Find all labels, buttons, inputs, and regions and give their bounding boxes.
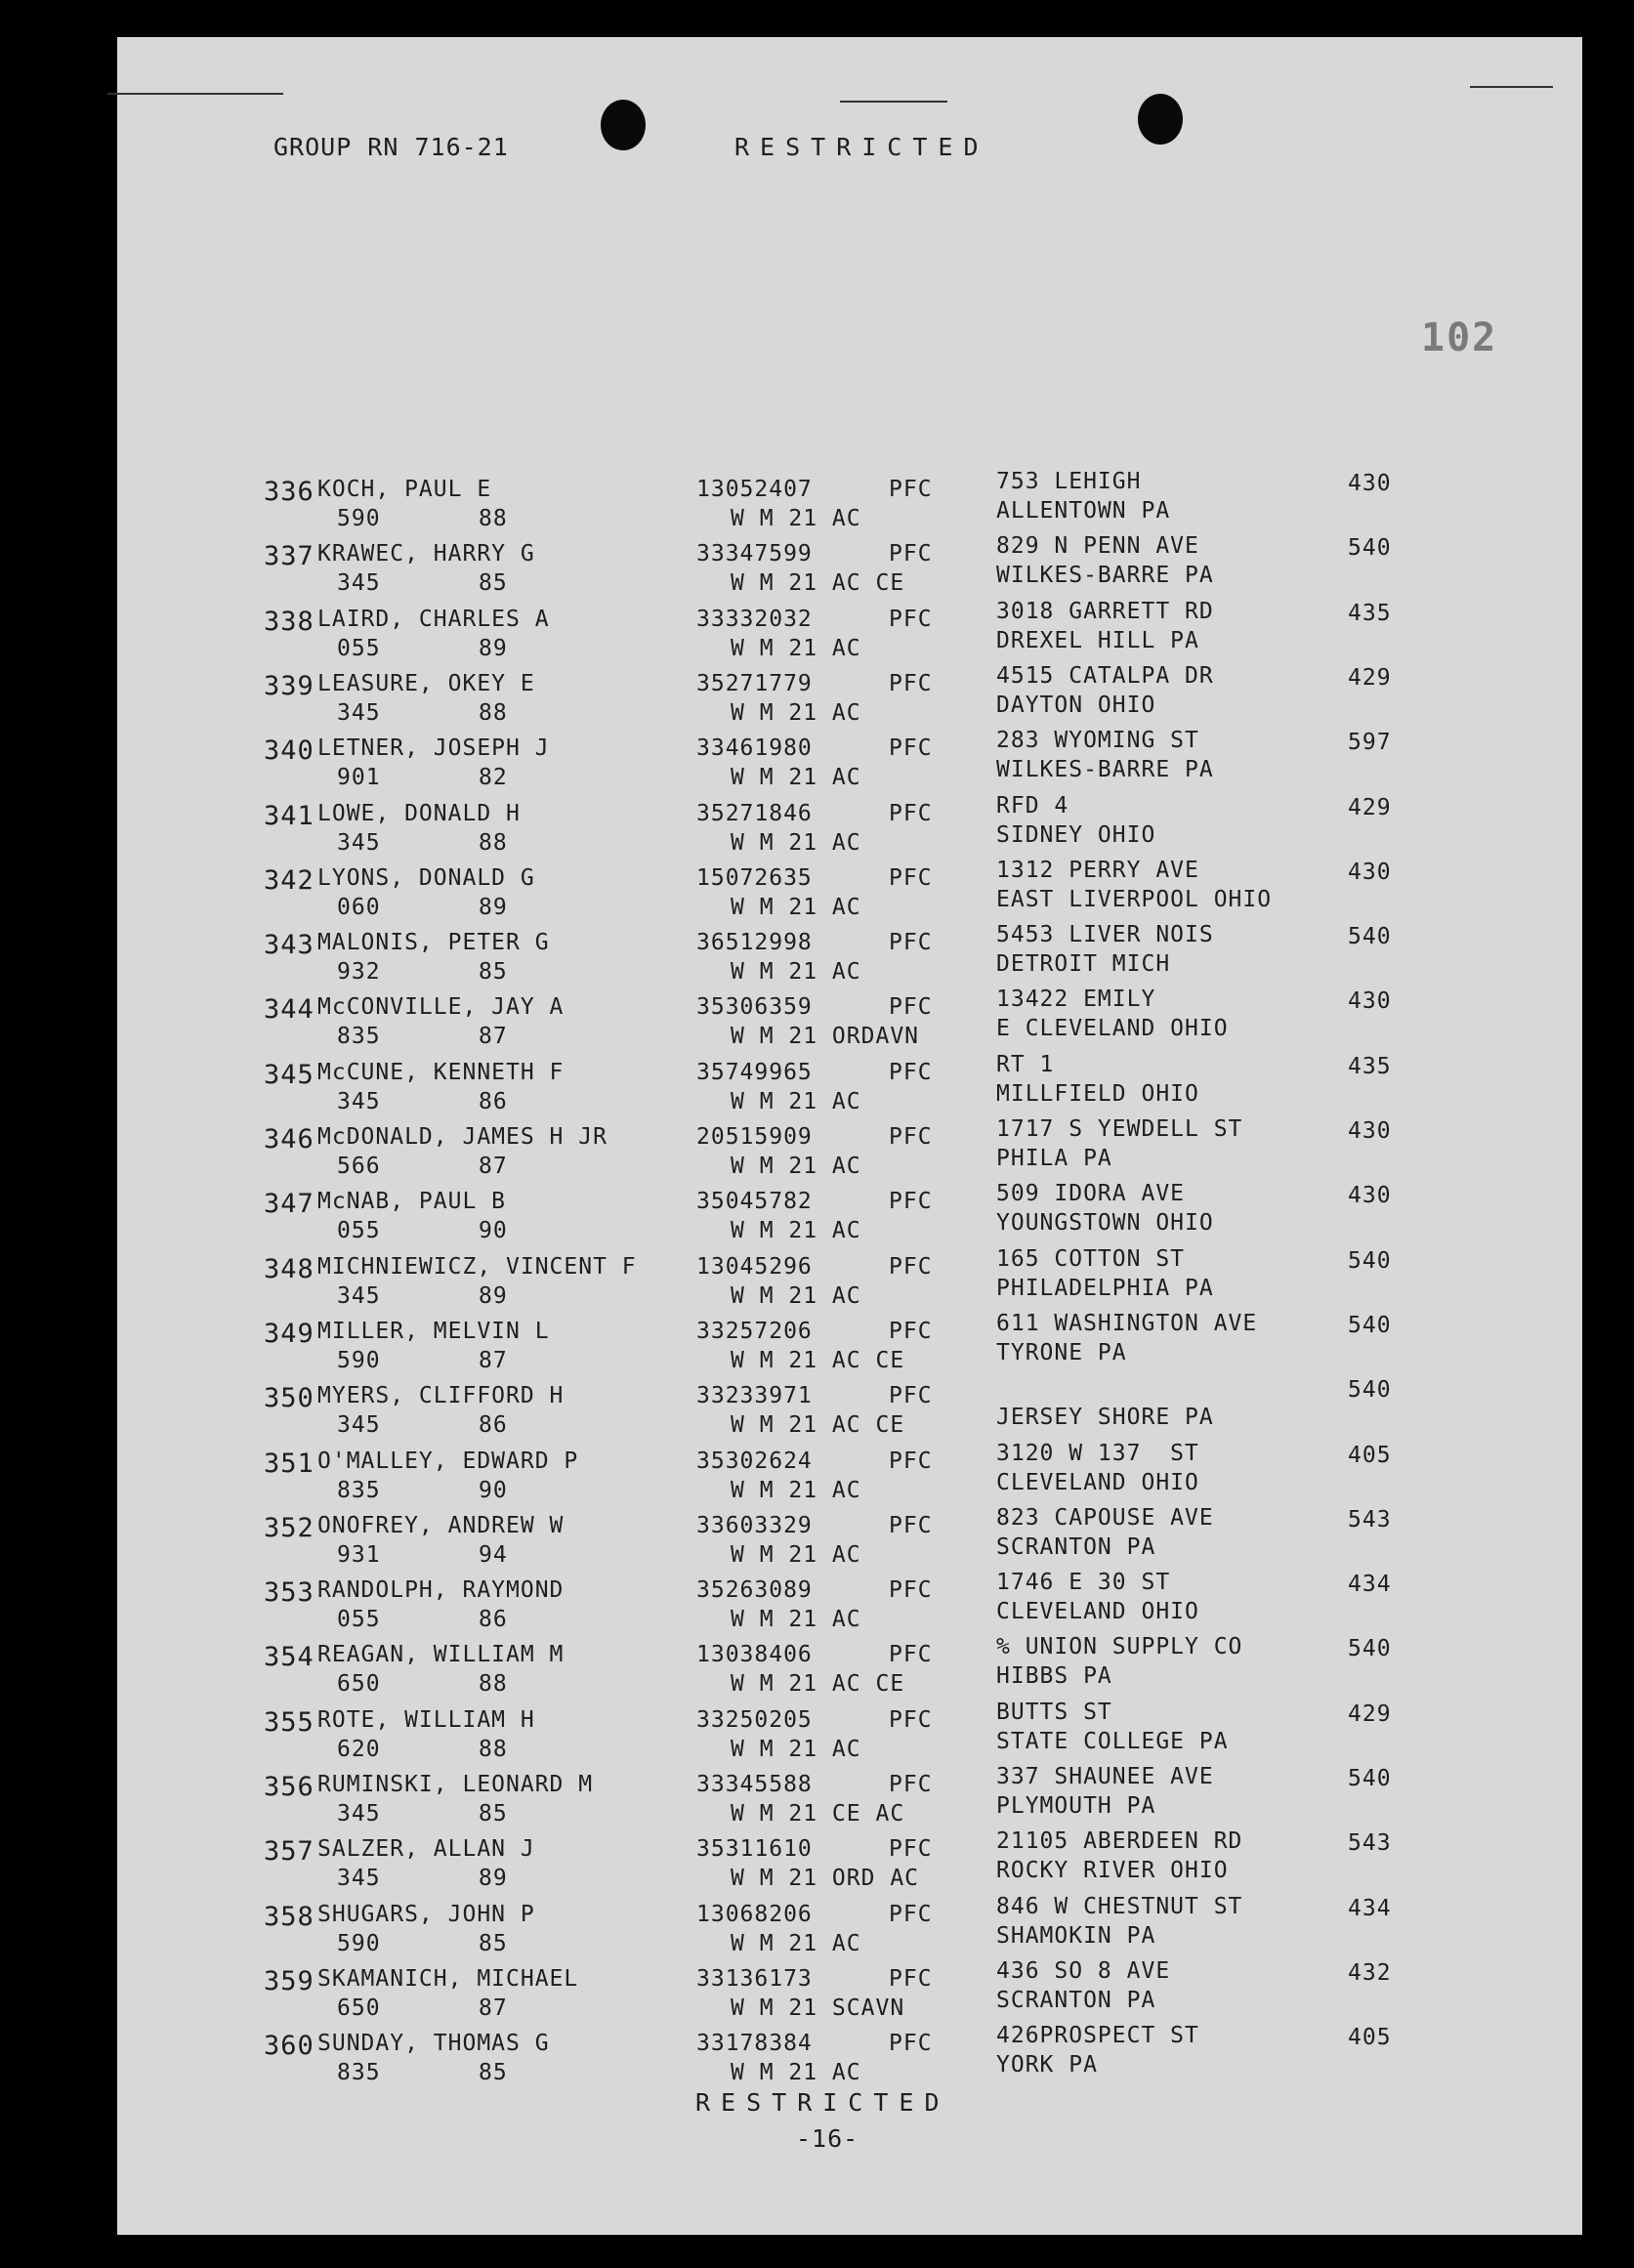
- entry-addr2: DETROIT MICH: [996, 951, 1171, 978]
- entry-code: 434: [1348, 1572, 1392, 1598]
- entry-code: 429: [1348, 664, 1392, 691]
- entry-num: 339: [264, 670, 314, 701]
- entry-addr2: CLEVELAND OHIO: [996, 1599, 1199, 1625]
- entry-rank: PFC: [889, 1253, 933, 1280]
- document-page: [117, 37, 1582, 2235]
- entry-addr1: 829 N PENN AVE: [996, 533, 1199, 560]
- entry-addr2: YOUNGSTOWN OHIO: [996, 1210, 1214, 1237]
- entry-serial: 35271846: [696, 800, 813, 826]
- list-item: [117, 857, 1582, 930]
- entry-num: 352: [264, 1512, 314, 1543]
- entry-addr2: JERSEY SHORE PA: [996, 1405, 1214, 1431]
- entry-serial: 35263089: [696, 1577, 813, 1604]
- entry-unit: W M 21 AC: [731, 699, 861, 726]
- entry-c1: 835: [337, 2060, 381, 2086]
- entry-c2: 87: [479, 1154, 508, 1179]
- entry-name: RANDOLPH, RAYMOND: [317, 1577, 565, 1604]
- entry-c1: 345: [337, 1866, 381, 1892]
- list-item: [117, 1440, 1582, 1513]
- entry-serial: 13045296: [696, 1253, 813, 1280]
- entry-rank: PFC: [889, 2031, 933, 2057]
- entry-serial: 33136173: [696, 1965, 813, 1992]
- entry-name: ONOFREY, ANDREW W: [317, 1512, 565, 1538]
- entry-addr1: 823 CAPOUSE AVE: [996, 1504, 1214, 1531]
- entry-c1: 650: [337, 1671, 381, 1698]
- entry-c1: 650: [337, 1995, 381, 2021]
- list-item: [117, 1051, 1582, 1124]
- entry-addr1: 3120 W 137 ST: [996, 1440, 1199, 1466]
- entry-unit: W M 21 AC: [731, 1088, 861, 1114]
- entry-serial: 33461980: [696, 735, 813, 762]
- entry-c1: 060: [337, 894, 381, 920]
- entry-code: 540: [1348, 1377, 1392, 1404]
- entry-code: 432: [1348, 1959, 1392, 1986]
- entry-name: McDONALD, JAMES H JR: [317, 1124, 608, 1150]
- entry-addr1: 337 SHAUNEE AVE: [996, 1764, 1214, 1789]
- entry-unit: W M 21 AC: [731, 1930, 861, 1956]
- entry-name: SALZER, ALLAN J: [317, 1836, 535, 1863]
- entry-c2: 86: [479, 1412, 508, 1439]
- entry-c2: 89: [479, 894, 508, 920]
- entry-addr2: PHILA PA: [996, 1146, 1112, 1171]
- entry-num: 349: [264, 1318, 314, 1349]
- entry-num: 358: [264, 1901, 314, 1932]
- entry-rank: PFC: [889, 1642, 933, 1668]
- entry-rank: PFC: [889, 1512, 933, 1538]
- entry-num: 348: [264, 1253, 314, 1284]
- entry-rank: PFC: [889, 1059, 933, 1085]
- entry-num: 355: [264, 1706, 314, 1738]
- entry-num: 360: [264, 2031, 314, 2062]
- entry-addr1: 13422 EMILY: [996, 987, 1156, 1013]
- entry-rank: PFC: [889, 1383, 933, 1409]
- entry-num: 354: [264, 1642, 314, 1673]
- entry-addr2: PLYMOUTH PA: [996, 1793, 1156, 1819]
- entry-c2: 85: [479, 570, 508, 597]
- entry-num: 356: [264, 1772, 314, 1802]
- list-item: [117, 1116, 1582, 1189]
- entry-unit: W M 21 AC: [731, 506, 861, 531]
- list-item: [117, 987, 1582, 1059]
- entry-name: ROTE, WILLIAM H: [317, 1706, 535, 1733]
- entry-addr2: SCRANTON PA: [996, 1987, 1156, 2013]
- entry-num: 337: [264, 541, 314, 572]
- entry-c2: 94: [479, 1541, 508, 1568]
- entry-unit: W M 21 ORD AC: [731, 1866, 920, 1892]
- entry-addr1: 436 SO 8 AVE: [996, 1957, 1171, 1984]
- entry-c1: 590: [337, 1930, 381, 1956]
- entry-c2: 86: [479, 1088, 508, 1114]
- entry-unit: W M 21 AC: [731, 635, 861, 661]
- entry-num: 336: [264, 477, 314, 507]
- entry-code: 597: [1348, 730, 1392, 756]
- entry-code: 543: [1348, 1830, 1392, 1857]
- entry-unit: W M 21 AC: [731, 1736, 861, 1762]
- entry-unit: W M 21 AC: [731, 1282, 861, 1309]
- entry-addr2: SIDNEY OHIO: [996, 821, 1156, 848]
- entry-addr2: ALLENTOWN PA: [996, 498, 1171, 524]
- entry-rank: PFC: [889, 1577, 933, 1604]
- list-item: [117, 1764, 1582, 1836]
- entry-addr2: SCRANTON PA: [996, 1533, 1156, 1560]
- entry-c1: 932: [337, 959, 381, 986]
- list-item: [117, 662, 1582, 735]
- entry-code: 430: [1348, 1183, 1392, 1209]
- entry-name: McNAB, PAUL B: [317, 1189, 507, 1215]
- entry-c2: 88: [479, 1671, 508, 1698]
- entry-code: 429: [1348, 1701, 1392, 1727]
- entry-c2: 88: [479, 699, 508, 726]
- entry-code: 540: [1348, 1247, 1392, 1274]
- entry-rank: PFC: [889, 864, 933, 891]
- entry-c2: 88: [479, 1736, 508, 1762]
- entry-rank: PFC: [889, 477, 933, 502]
- entry-addr1: 611 WASHINGTON AVE: [996, 1310, 1258, 1336]
- entry-c1: 901: [337, 765, 381, 791]
- entry-code: 434: [1348, 1895, 1392, 1921]
- entry-unit: W M 21 AC: [731, 1541, 861, 1568]
- entry-c1: 566: [337, 1154, 381, 1179]
- entry-c1: 345: [337, 1801, 381, 1827]
- entry-addr2: ROCKY RIVER OHIO: [996, 1858, 1229, 1884]
- entry-c1: 345: [337, 570, 381, 597]
- entry-addr1: 5453 LIVER NOIS: [996, 922, 1214, 948]
- entry-c2: 90: [479, 1218, 508, 1244]
- entry-addr2: EAST LIVERPOOL OHIO: [996, 886, 1273, 912]
- entry-code: 540: [1348, 1312, 1392, 1338]
- entry-name: LOWE, DONALD H: [317, 800, 521, 826]
- entry-addr2: WILKES-BARRE PA: [996, 757, 1214, 783]
- entry-rank: PFC: [889, 1189, 933, 1215]
- entry-unit: W M 21 CE AC: [731, 1801, 905, 1827]
- entry-code: 543: [1348, 1506, 1392, 1533]
- entry-c2: 85: [479, 2060, 508, 2086]
- entry-unit: W M 21 AC: [731, 1154, 861, 1179]
- punch-hole-left: [601, 100, 646, 150]
- entry-c2: 86: [479, 1607, 508, 1633]
- footer-page-number: -16-: [796, 2124, 859, 2153]
- entry-c1: 055: [337, 1218, 381, 1244]
- list-item: [117, 533, 1582, 606]
- entry-addr1: 3018 GARRETT RD: [996, 598, 1214, 624]
- entry-name: SKAMANICH, MICHAEL: [317, 1965, 579, 1992]
- entry-num: 341: [264, 800, 314, 831]
- entry-serial: 35271779: [696, 670, 813, 696]
- entry-unit: W M 21 AC CE: [731, 1412, 905, 1439]
- entry-serial: 13038406: [696, 1642, 813, 1668]
- entry-rank: PFC: [889, 670, 933, 696]
- entry-serial: 35749965: [696, 1059, 813, 1085]
- entry-addr1: 21105 ABERDEEN RD: [996, 1828, 1243, 1855]
- entry-addr1: 753 LEHIGH: [996, 469, 1142, 494]
- entry-rank: PFC: [889, 1772, 933, 1797]
- entry-c2: 87: [479, 1347, 508, 1373]
- entry-c1: 345: [337, 1088, 381, 1114]
- page-number: 102: [1421, 315, 1498, 360]
- entry-unit: W M 21 AC: [731, 894, 861, 920]
- list-item: [117, 598, 1582, 671]
- entry-name: LEASURE, OKEY E: [317, 670, 535, 696]
- entry-rank: PFC: [889, 1124, 933, 1150]
- entry-serial: 33345588: [696, 1772, 813, 1797]
- entry-c2: 90: [479, 1477, 508, 1503]
- entry-serial: 35045782: [696, 1189, 813, 1215]
- list-item: [117, 1957, 1582, 2031]
- entry-addr1: 1746 E 30 ST: [996, 1570, 1171, 1596]
- entry-rank: PFC: [889, 930, 933, 956]
- entry-serial: 13068206: [696, 1901, 813, 1927]
- entry-addr1: 1312 PERRY AVE: [996, 857, 1199, 883]
- entry-c2: 82: [479, 765, 508, 791]
- entry-serial: 33233971: [696, 1383, 813, 1409]
- entry-serial: 15072635: [696, 864, 813, 891]
- entry-rank: PFC: [889, 800, 933, 826]
- entry-code: 435: [1348, 600, 1392, 626]
- entry-name: KOCH, PAUL E: [317, 477, 492, 502]
- entry-code: 429: [1348, 794, 1392, 820]
- list-item: [117, 1245, 1582, 1319]
- entry-addr1: 509 IDORA AVE: [996, 1181, 1186, 1207]
- entry-addr2: MILLFIELD OHIO: [996, 1080, 1199, 1107]
- entry-code: 435: [1348, 1053, 1392, 1079]
- entry-rank: PFC: [889, 1448, 933, 1474]
- list-item: [117, 792, 1582, 865]
- entry-num: 345: [264, 1059, 314, 1090]
- entry-c2: 89: [479, 635, 508, 661]
- entry-code: 430: [1348, 859, 1392, 885]
- entry-code: 430: [1348, 1118, 1392, 1144]
- entry-rank: PFC: [889, 1318, 933, 1344]
- entry-c1: 931: [337, 1541, 381, 1568]
- entry-unit: W M 21 SCAVN: [731, 1995, 905, 2021]
- entry-code: 405: [1348, 2025, 1392, 2051]
- list-item: [117, 1828, 1582, 1901]
- entry-addr2: WILKES-BARRE PA: [996, 563, 1214, 589]
- entry-serial: 33347599: [696, 541, 813, 567]
- entry-code: 540: [1348, 924, 1392, 950]
- entry-rank: PFC: [889, 1901, 933, 1927]
- entry-c2: 85: [479, 1801, 508, 1827]
- entry-serial: 35302624: [696, 1448, 813, 1474]
- list-item: [117, 1181, 1582, 1253]
- entry-code: 540: [1348, 535, 1392, 562]
- entry-unit: W M 21 AC: [731, 829, 861, 856]
- entry-code: 430: [1348, 988, 1392, 1015]
- list-item: [117, 728, 1582, 800]
- entry-unit: W M 21 AC CE: [731, 1671, 905, 1698]
- list-item: [117, 1634, 1582, 1706]
- entry-name: SHUGARS, JOHN P: [317, 1901, 535, 1927]
- entry-name: KRAWEC, HARRY G: [317, 541, 535, 567]
- entry-serial: 33603329: [696, 1512, 813, 1538]
- entry-c2: 85: [479, 1930, 508, 1956]
- entry-addr1: 1717 S YEWDELL ST: [996, 1116, 1243, 1142]
- entry-addr2: TYRONE PA: [996, 1339, 1127, 1365]
- entry-num: 351: [264, 1448, 314, 1479]
- pen-mark: [840, 101, 947, 103]
- entry-unit: W M 21 ORDAVN: [731, 1024, 920, 1050]
- entry-serial: 35311610: [696, 1836, 813, 1863]
- entry-rank: PFC: [889, 994, 933, 1021]
- entry-num: 359: [264, 1965, 314, 1996]
- entry-num: 343: [264, 930, 314, 961]
- pen-mark: [1470, 86, 1553, 88]
- entry-serial: 33250205: [696, 1706, 813, 1733]
- list-item: [117, 469, 1582, 541]
- entry-rank: PFC: [889, 606, 933, 632]
- entry-c1: 055: [337, 1607, 381, 1633]
- entry-name: RUMINSKI, LEONARD M: [317, 1772, 594, 1797]
- entry-serial: 20515909: [696, 1124, 813, 1150]
- entry-serial: 13052407: [696, 477, 813, 502]
- entry-c2: 88: [479, 506, 508, 531]
- list-item: [117, 1377, 1582, 1448]
- entry-code: 540: [1348, 1766, 1392, 1791]
- entry-serial: 36512998: [696, 930, 813, 956]
- entry-rank: PFC: [889, 1836, 933, 1863]
- entry-addr2: DREXEL HILL PA: [996, 627, 1199, 653]
- entry-addr1: 846 W CHESTNUT ST: [996, 1893, 1243, 1919]
- entry-addr1: 165 COTTON ST: [996, 1245, 1186, 1272]
- entry-c2: 87: [479, 1024, 508, 1050]
- entry-c1: 345: [337, 1412, 381, 1439]
- entry-name: LYONS, DONALD G: [317, 864, 535, 891]
- entry-rank: PFC: [889, 735, 933, 762]
- list-item: [117, 1893, 1582, 1966]
- entry-addr2: STATE COLLEGE PA: [996, 1728, 1229, 1754]
- entry-name: O'MALLEY, EDWARD P: [317, 1448, 579, 1474]
- entry-num: 338: [264, 606, 314, 637]
- entry-c2: 89: [479, 1866, 508, 1892]
- entry-c1: 590: [337, 1347, 381, 1373]
- entry-code: 430: [1348, 471, 1392, 496]
- entry-rank: PFC: [889, 1706, 933, 1733]
- entry-name: MICHNIEWICZ, VINCENT F: [317, 1253, 637, 1280]
- entry-code: 540: [1348, 1636, 1392, 1662]
- entry-addr2: YORK PA: [996, 2052, 1098, 2079]
- list-item: [117, 1504, 1582, 1577]
- entry-serial: 33257206: [696, 1318, 813, 1344]
- list-item: [117, 1699, 1582, 1772]
- entry-name: MYERS, CLIFFORD H: [317, 1383, 565, 1409]
- list-item: [117, 1570, 1582, 1642]
- entry-name: McCUNE, KENNETH F: [317, 1059, 565, 1085]
- entry-c1: 835: [337, 1477, 381, 1503]
- group-label: GROUP RN 716-21: [273, 133, 509, 161]
- entry-unit: W M 21 AC: [731, 2060, 861, 2086]
- entry-name: LAIRD, CHARLES A: [317, 606, 550, 632]
- entry-addr2: E CLEVELAND OHIO: [996, 1016, 1229, 1042]
- entry-name: REAGAN, WILLIAM M: [317, 1642, 565, 1668]
- entry-c2: 88: [479, 829, 508, 856]
- entry-c1: 345: [337, 699, 381, 726]
- entry-c1: 345: [337, 1282, 381, 1309]
- entry-num: 353: [264, 1577, 314, 1609]
- entry-c1: 345: [337, 829, 381, 856]
- entry-num: 344: [264, 994, 314, 1026]
- entry-serial: 33332032: [696, 606, 813, 632]
- punch-hole-right: [1138, 94, 1183, 145]
- entry-addr1: 283 WYOMING ST: [996, 728, 1199, 754]
- entry-serial: 35306359: [696, 994, 813, 1021]
- entry-num: 346: [264, 1124, 314, 1155]
- entry-addr1: 426PROSPECT ST: [996, 2023, 1199, 2049]
- entry-addr1: % UNION SUPPLY CO: [996, 1634, 1243, 1660]
- entry-c2: 89: [479, 1282, 508, 1309]
- entry-addr2: DAYTON OHIO: [996, 692, 1156, 718]
- entry-code: 405: [1348, 1442, 1392, 1468]
- entry-serial: 33178384: [696, 2031, 813, 2057]
- entry-num: 347: [264, 1189, 314, 1220]
- entry-addr2: PHILADELPHIA PA: [996, 1275, 1214, 1301]
- entry-unit: W M 21 AC: [731, 1477, 861, 1503]
- entry-name: MALONIS, PETER G: [317, 930, 550, 956]
- restricted-header: RESTRICTED: [734, 133, 989, 161]
- entry-addr1: BUTTS ST: [996, 1699, 1112, 1725]
- entry-name: McCONVILLE, JAY A: [317, 994, 565, 1021]
- entry-num: 350: [264, 1383, 314, 1414]
- entry-addr2: HIBBS PA: [996, 1663, 1112, 1690]
- list-item: [117, 1310, 1582, 1383]
- entry-name: MILLER, MELVIN L: [317, 1318, 550, 1344]
- entry-unit: W M 21 AC: [731, 1218, 861, 1244]
- entry-num: 342: [264, 864, 314, 896]
- entry-rank: PFC: [889, 541, 933, 567]
- entry-name: LETNER, JOSEPH J: [317, 735, 550, 762]
- entry-unit: W M 21 AC: [731, 765, 861, 791]
- entry-num: 357: [264, 1836, 314, 1868]
- entry-num: 340: [264, 735, 314, 767]
- entry-c1: 620: [337, 1736, 381, 1762]
- entry-addr1: RT 1: [996, 1051, 1055, 1077]
- entry-c1: 590: [337, 506, 381, 531]
- entry-rank: PFC: [889, 1965, 933, 1992]
- entry-addr2: SHAMOKIN PA: [996, 1922, 1156, 1949]
- entry-c1: 055: [337, 635, 381, 661]
- entry-unit: W M 21 AC: [731, 959, 861, 986]
- entry-unit: W M 21 AC CE: [731, 1347, 905, 1373]
- entry-addr1: 4515 CATALPA DR: [996, 662, 1214, 689]
- entry-c1: 835: [337, 1024, 381, 1050]
- entry-addr2: CLEVELAND OHIO: [996, 1469, 1199, 1495]
- entry-unit: W M 21 AC CE: [731, 570, 905, 597]
- entry-unit: W M 21 AC: [731, 1607, 861, 1633]
- list-item: [117, 2023, 1582, 2095]
- entry-name: SUNDAY, THOMAS G: [317, 2031, 550, 2057]
- entry-c2: 87: [479, 1995, 508, 2021]
- entry-c2: 85: [479, 959, 508, 986]
- pen-mark: [107, 93, 283, 95]
- entry-addr1: RFD 4: [996, 792, 1069, 819]
- list-item: [117, 922, 1582, 994]
- restricted-footer: RESTRICTED: [695, 2088, 950, 2117]
